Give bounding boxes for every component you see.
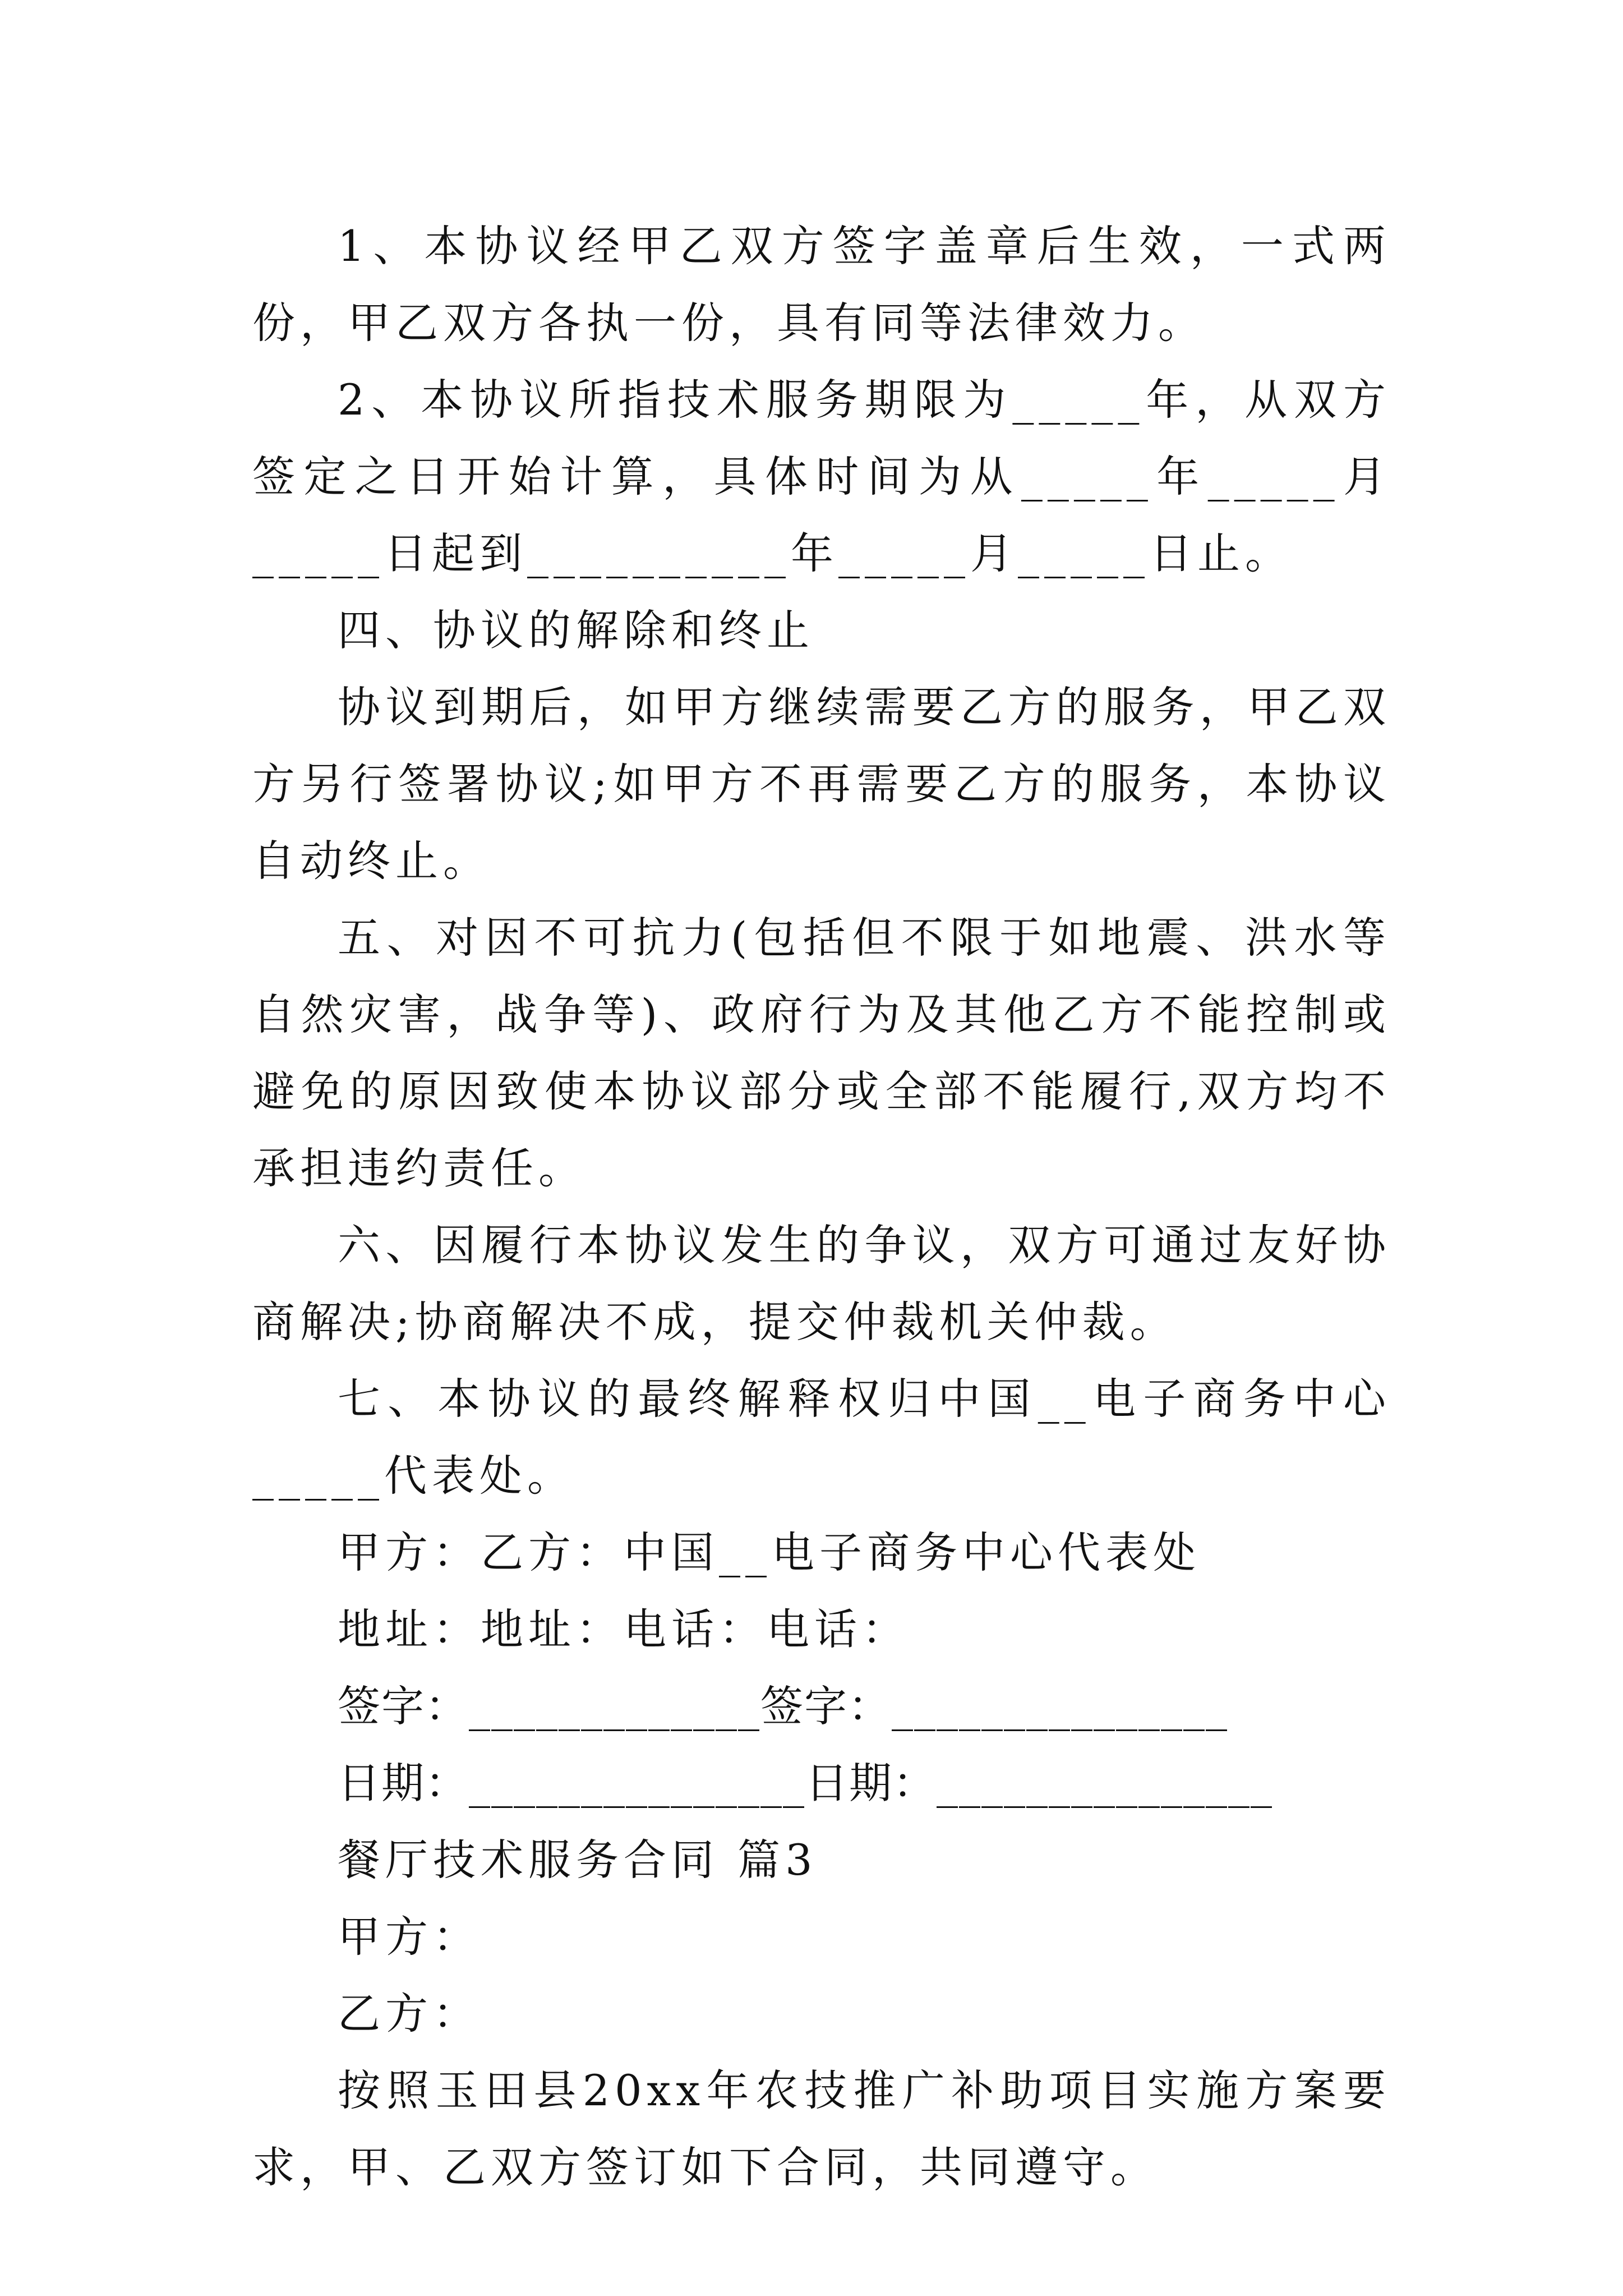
clause-effective: 1、本协议经甲乙双方签字盖章后生效，一式两份，甲乙双方各执一份，具有同等法律效力。 [252,221,1391,348]
address-phone-line: 地址：地址：电话：电话： [338,1604,910,1654]
signature-line: 签字：_____________签字：_______________ [338,1681,1228,1731]
document-body [252,208,1391,2206]
party-a-label: 甲方： [338,1912,481,1962]
contract-preamble: 按照玉田县20xx年农技推广补助项目实施方案要求，甲、乙双方签订如下合同，共同遵守。 [252,2065,1391,2192]
party-b-label: 乙方： [338,1989,481,2039]
clause-service-term: 2、本协议所指技术服务期限为_____年，从双方签定之日开始计算，具体时间为从_____年_____月_____日起到__________年_____月_____日止。 [252,375,1391,578]
clause-interpretation: 七、本协议的最终解释权归中国__电子商务中心_____代表处。 [252,1374,1391,1501]
clause-dispute: 六、因履行本协议发生的争议，双方可通过友好协商解决;协商解决不成，提交仲裁机关仲裁。 [252,1220,1391,1347]
clause-expiry: 协议到期后，如甲方继续需要乙方的服务，甲乙双方另行签署协议;如甲方不再需要乙方的服务，本协议自动终止。 [252,682,1391,886]
parties-line: 甲方：乙方：中国__电子商务中心代表处 [338,1527,1201,1577]
section-heading-termination: 四、协议的解除和终止 [338,605,814,655]
date-line: 日期：_______________日期：_______________ [338,1758,1273,1808]
clause-force-majeure: 五、对因不可抗力(包括但不限于如地震、洪水等自然灾害，战争等)、政府行为及其他乙方不能控制或避免的原因致使本协议部分或全部不能履行,双方均不承担违约责任。 [252,913,1391,1193]
contract-title: 餐厅技术服务合同 篇3 [338,1835,818,1885]
